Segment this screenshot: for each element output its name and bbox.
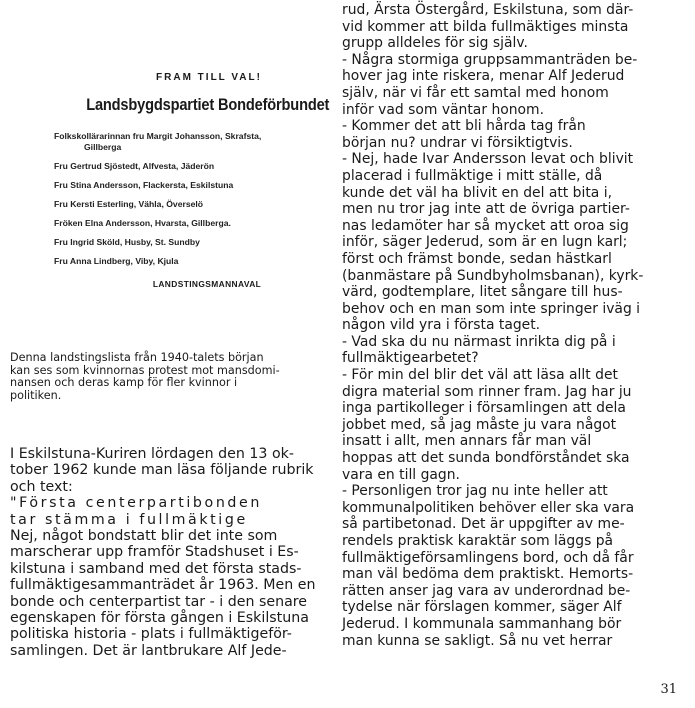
text-line: värd, godtemplare, litet sångare till hus- (342, 284, 623, 301)
text-line: egenskapen för första gången i Eskilstuna (10, 610, 309, 627)
text-line: rud, Ärsta Östergård, Eskilstuna, som där- (342, 2, 634, 18)
text-line: tydelse när förslagen kommer, säger Alf (342, 599, 622, 616)
text-line: rätten anser jag vara av underordnad be- (342, 582, 631, 599)
text-line: hover jag inte riskera, menar Alf Jederud (342, 68, 625, 85)
caption-line: nansen och deras kamp för fler kvinnor i (10, 376, 238, 390)
text-line: bonde och centerpartist tar - i den senare (10, 593, 308, 610)
text-line: - Några stormiga gruppsammanträden be- (342, 51, 638, 68)
caption-line: politiken. (10, 388, 62, 402)
candidate-line: Folkskollärarinnan fru Margit Johansson, Skrafsta, (54, 131, 262, 141)
candidate-line: Fru Kersti Esterling, Vähla, Överselö (54, 199, 204, 209)
text-line: början nu? undrar vi försiktigtvis. (342, 134, 573, 151)
text-line: först och främst bonde, sedan hästkarl (342, 250, 612, 267)
candidate-item (54, 237, 328, 248)
text-line: själv, när vi får ett samtal med honom (342, 84, 609, 101)
text-line: nas ledamöter har så mycket att oroa sig (342, 217, 629, 234)
text-line: men nu tror jag inte att de övriga partier- (342, 201, 630, 218)
text-line: inga partikolleger i församlingen att dela (342, 400, 626, 417)
text-line: digra material som rinner fram. Jag har ju (342, 383, 632, 400)
text-line: politiska historia - plats i fullmäktigeför- (10, 626, 292, 643)
clipping-title: Landsbygdspartiet Bondeförbundet (86, 95, 330, 114)
text-line: fullmäktigearbetet? (342, 350, 479, 367)
image-caption (10, 352, 340, 402)
caption-line: kan ses som kvinnornas protest mot mansdomi- (10, 363, 280, 377)
page-number: 31 (660, 682, 677, 697)
clipping-heading: FRAM TILL VAL! (156, 72, 262, 83)
text-line: vid kommer att bilda fullmäktiges minsta (342, 18, 629, 35)
text-line: hoppas att det sunda bondförståndet ska (342, 450, 630, 467)
text-line: samlingen. Det är lantbrukare Alf Jede- (10, 642, 287, 659)
text-line: så partibetonad. Det är uppgifter av me- (342, 516, 625, 533)
text-line: man kunna se sakligt. Så nu vet herrar (342, 632, 613, 649)
candidate-line: Fru Ingrid Sköld, Husby, St. Sundby (54, 237, 200, 247)
text-line: rendels praktisk karaktär som läggs på (342, 533, 614, 549)
text-line: - Kommer det att bli hårda tag från (342, 118, 586, 135)
candidate-line: Fru Anna Lindberg, Viby, Kjula (54, 256, 179, 266)
text-line: fullmäktigesammanträdet år 1963. Men en (10, 577, 316, 594)
text-line: vara en till gagn. (342, 466, 460, 483)
text-line: kilstuna i samband med det första stads- (10, 560, 302, 577)
caption-line: Denna landstingslista från 1940-talets början (10, 351, 264, 364)
right-column-text (342, 2, 687, 649)
text-line: I Eskilstuna-Kuriren lördagen den 13 ok- (10, 446, 294, 462)
text-line: - Nej, hade Ivar Andersson levat och blivit (342, 151, 634, 168)
text-line: (banmästare på Sundbyholmsbanan), kyrk- (342, 267, 644, 284)
candidate-line-continued: Gillberga (84, 142, 122, 152)
article-headline-line: "Första centerpartibonden (10, 495, 262, 512)
text-line: inför vad som väntar honom. (342, 101, 544, 118)
candidate-list (28, 131, 328, 267)
candidate-item (54, 180, 328, 191)
candidate-item (54, 131, 328, 153)
text-line: någon vild yra i första taget. (342, 317, 541, 334)
text-line: placerad i fullmäktige i mitt ställe, då (342, 167, 603, 184)
text-line: jobbet med, så jag måste ju vara något (342, 416, 617, 433)
text-line: behov och en man som inte springer iväg i (342, 300, 641, 317)
text-line: grupp alldeles för sig själv. (342, 35, 528, 52)
text-line: tober 1962 kunde man läsa följande rubrik (10, 462, 314, 479)
text-line: insatt i allt, men annars får man väl (342, 433, 592, 450)
text-line: och text: (10, 478, 73, 495)
candidate-line: Fru Stina Andersson, Flackersta, Eskilstuna (54, 180, 234, 190)
text-line: fullmäktigeförsamlingens bord, och då får (342, 549, 634, 566)
left-column-text (10, 446, 345, 659)
text-line: Nej, något bondstatt blir det inte som (10, 528, 278, 545)
text-line: kunde det väl ha blivit en del att bita i, (342, 184, 612, 201)
candidate-item (54, 199, 328, 210)
clipping-subheading: LANDSTINGSMANNAVAL (152, 279, 262, 289)
candidate-item (54, 256, 328, 267)
candidate-item (54, 218, 328, 229)
election-list-clipping (28, 64, 328, 289)
text-line: inför, säger Jederud, som är en lugn karl; (342, 234, 628, 251)
article-headline-line: tar stämma i fullmäktige (10, 511, 248, 528)
text-line: Jederud. I kommunala sammanhang bör (342, 615, 622, 632)
candidate-line: Fru Gertrud Sjöstedt, Alfvesta, Jäderön (54, 161, 215, 171)
text-line: - Vad ska du nu närmast inrikta dig på i (342, 333, 616, 350)
candidate-line: Fröken Elna Andersson, Hvarsta, Gillberga. (54, 218, 231, 228)
candidate-item (54, 161, 328, 172)
text-line: - För min del blir det väl att läsa allt det (342, 367, 618, 384)
text-line: kommunalpolitiken behöver eller ska vara (342, 499, 635, 516)
text-line: - Personligen tror jag nu inte heller att (342, 483, 608, 500)
text-line: marscherar upp framför Stadshuset i Es- (10, 544, 299, 561)
text-line: man väl bedöma dem praktiskt. Hemorts- (342, 566, 634, 583)
